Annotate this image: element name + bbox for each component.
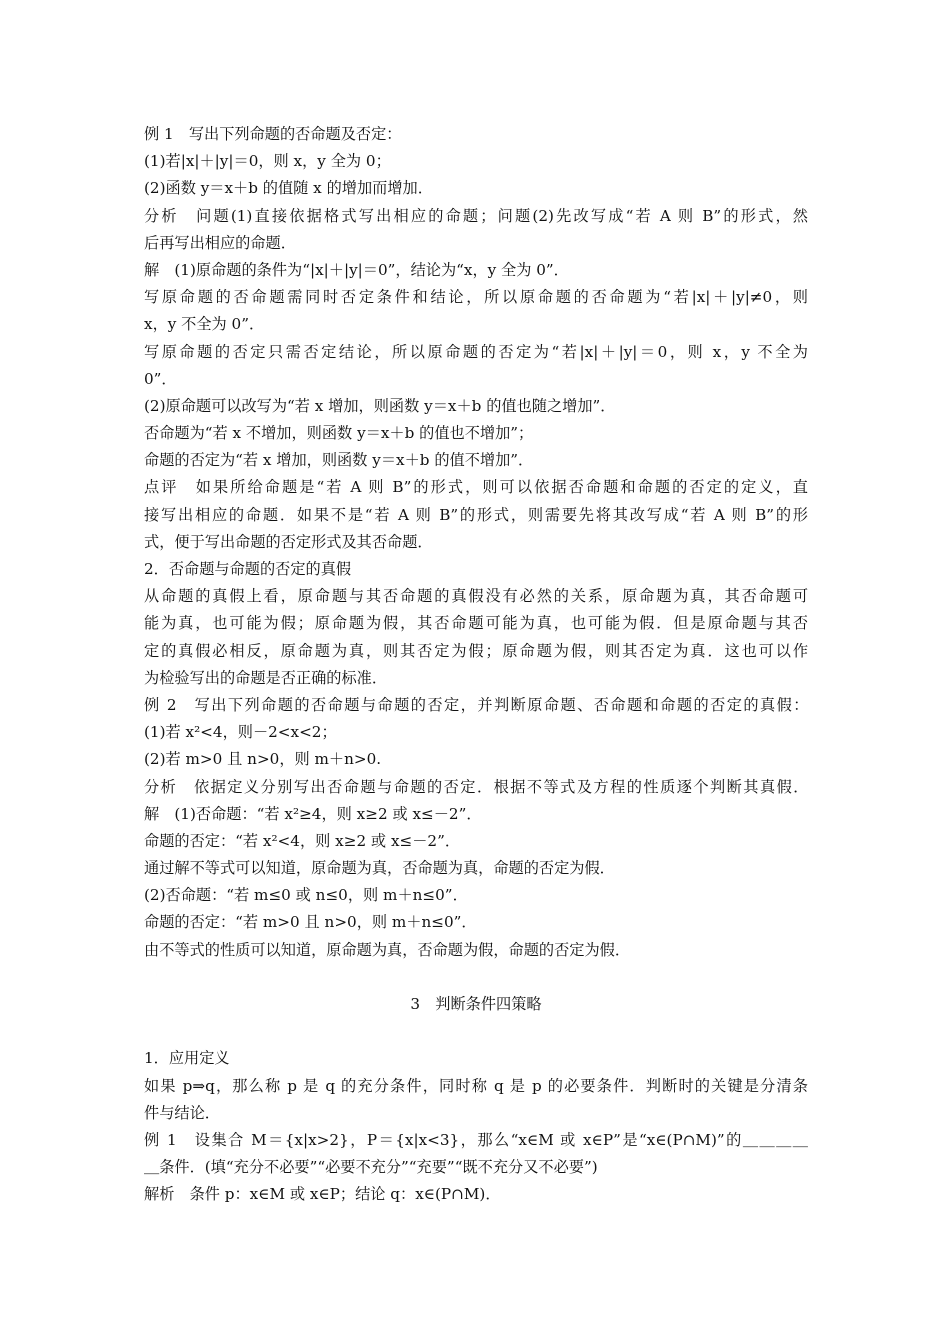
text-line: 后再写出相应的命题． xyxy=(144,233,296,252)
text-line: 件与结论． xyxy=(144,1103,220,1122)
text-line: 写原命题的否定只需否定结论，所以原命题的否定为“若|x|＋|y|＝0，则 x，y 不全为 xyxy=(144,342,808,361)
text-line: 解 (1)否命题：“若 x²≥4，则 x≥2 或 x≤－2”． xyxy=(144,804,482,823)
text-line: (1)若 x²<4，则－2<x<2； xyxy=(144,723,337,742)
text-line: 2．否命题与命题的否定的真假 xyxy=(144,560,352,578)
text-line: 命题的否定为“若 x 增加，则函数 y＝x＋b 的值不增加”． xyxy=(144,451,534,470)
text-line: 定的真假必相反，原命题为真，则其否定为假；原命题为假，则其否定为真．这也可以作 xyxy=(144,641,808,660)
text-line: 写原命题的否命题需同时否定条件和结论，所以原命题的否命题为“若|x|＋|y|≠0，则 xyxy=(144,288,808,307)
text-line: 点评 如果所给命题是“若 A 则 B”的形式，则可以依据否命题和命题的否定的定义，直 xyxy=(144,478,808,497)
text-line: 如果 p⇒q，那么称 p 是 q 的充分条件，同时称 q 是 p 的必要条件．判断时的关键是分清条 xyxy=(144,1076,808,1095)
text-line: ＿条件．(填“充分不必要”“必要不充分”“充要”“既不充分又不必要”) xyxy=(144,1158,598,1177)
text-line: 例 1 写出下列命题的否命题及否定： xyxy=(144,125,402,143)
text-line: (2)若 m>0 且 n>0，则 m＋n>0. xyxy=(144,750,382,769)
text-line: 从命题的真假上看，原命题与其否命题的真假没有必然的关系，原命题为真，其否命题可 xyxy=(144,587,808,606)
text-line: 命题的否定：“若 x²<4，则 x≥2 或 x≤－2”． xyxy=(144,831,461,850)
blank-line xyxy=(144,964,808,991)
text-line: 分析 依据定义分别写出否命题与命题的否定．根据不等式及方程的性质逐个判断其真假． xyxy=(144,777,808,796)
text-line: 解析 条件 p：x∈M 或 x∈P；结论 q：x∈(P∩M)． xyxy=(144,1185,501,1204)
text-line: (2)否命题：“若 m≤0 或 n≤0，则 m＋n≤0”． xyxy=(144,886,468,905)
text-line: 接写出相应的命题．如果不是“若 A 则 B”的形式，则需要先将其改写成“若 A 则 B”的形 xyxy=(144,505,808,524)
text-line: 例 2 写出下列命题的否命题与命题的否定，并判断原命题、否命题和命题的否定的真假： xyxy=(144,695,808,714)
text-line: 通过解不等式可以知道，原命题为真，否命题为真，命题的否定为假． xyxy=(144,859,615,878)
text-line: 能为真，也可能为假；原命题为假，其否命题可能为真，也可能为假．但是原命题与其否 xyxy=(144,614,808,633)
text-line: (2)原命题可以改写为“若 x 增加，则函数 y＝x＋b 的值也随之增加”． xyxy=(144,396,616,415)
document-page xyxy=(144,121,808,1209)
text-line: 命题的否定：“若 m>0 且 n>0，则 m＋n≤0”． xyxy=(144,913,477,932)
text-line: x，y 不全为 0”． xyxy=(144,315,265,334)
text-line: 分析 问题(1)直接依据格式写出相应的命题；问题(2)先改写成“若 A 则 B”的形式，然 xyxy=(144,206,808,225)
text-line: (1)若|x|＋|y|＝0，则 x，y 全为 0； xyxy=(144,152,391,171)
text-line: 否命题为“若 x 不增加，则函数 y＝x＋b 的值也不增加”； xyxy=(144,424,534,443)
blank-line xyxy=(144,1018,808,1045)
text-line: 0”． xyxy=(144,369,177,388)
text-line: 为检验写出的命题是否正确的标准． xyxy=(144,668,387,687)
text-line: 式，便于写出命题的否定形式及其否命题． xyxy=(144,532,433,551)
text-line: 例 1 设集合 M＝{x|x>2}，P＝{x|x<3}，那么“x∈M 或 x∈P”是“x∈(P∩M)”的＿＿＿＿ xyxy=(144,1130,808,1149)
text-line: 1．应用定义 xyxy=(144,1049,230,1068)
text-line: 解 (1)原命题的条件为“|x|＋|y|＝0”，结论为“x，y 全为 0”． xyxy=(144,260,569,279)
text-line: 由不等式的性质可以知道，原命题为真，否命题为假，命题的否定为假． xyxy=(144,940,630,959)
section-heading: 3 判断条件四策略 xyxy=(410,995,542,1013)
text-line: (2)函数 y＝x＋b 的值随 x 的增加而增加． xyxy=(144,179,433,198)
